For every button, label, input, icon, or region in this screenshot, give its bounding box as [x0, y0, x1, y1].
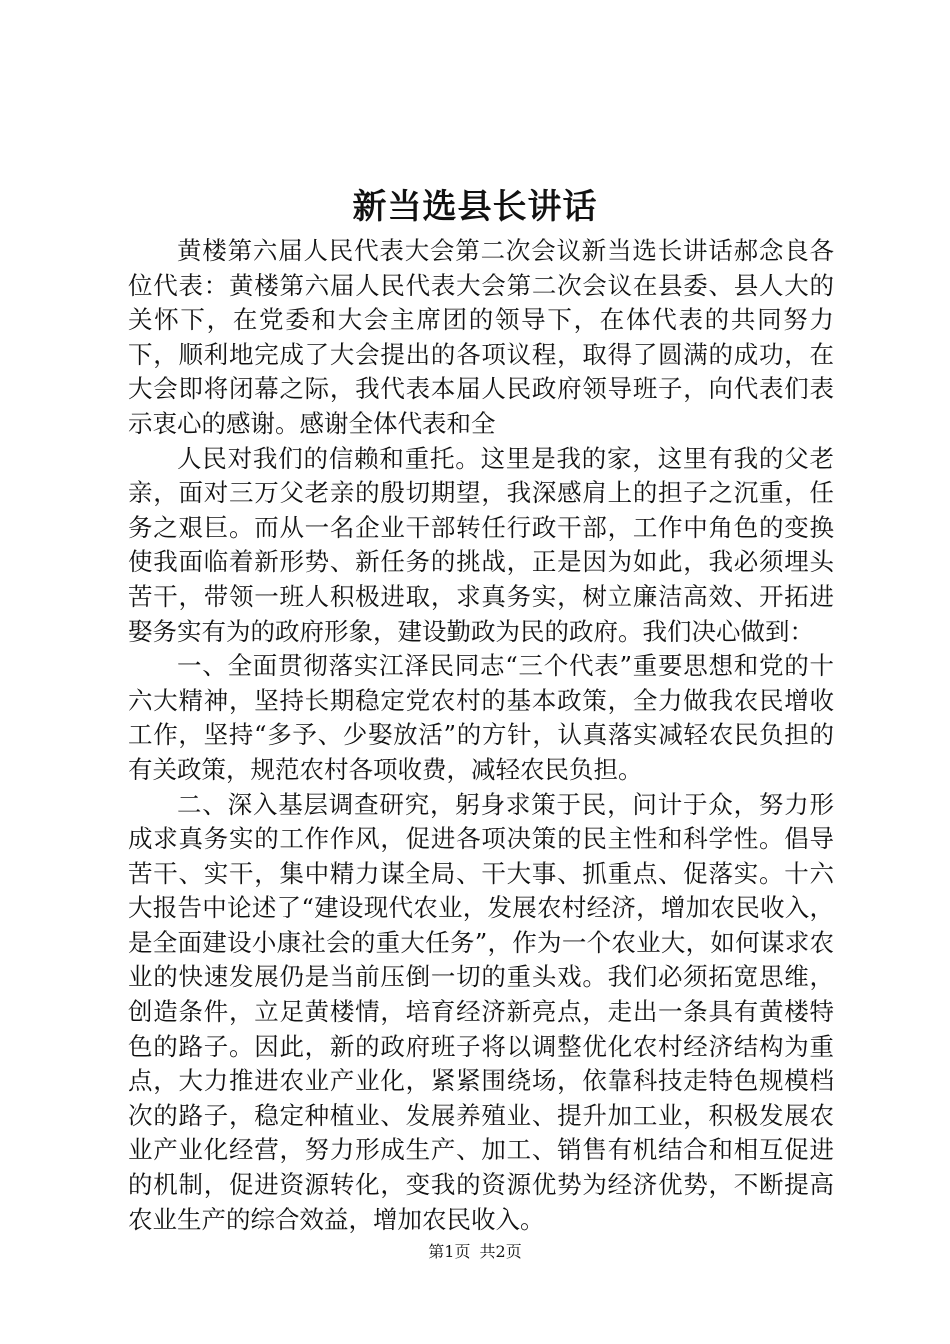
paragraph: 人民对我们的信赖和重托。这里是我的家，这里有我的父老亲，面对三万父老亲的殷切期望，我深感肩上的担子之沉重，任务之艰巨。而从一名企业干部转任行政干部，工作中角色的变换使我面临着新形势、新任务的挑战，正是因为如此，我必须埋头苦干，带领一班人积极进取，求真务实，树立廉洁高效、开拓进娶务实有为的政府形象，建设勤政为民的政府。我们决心做到： [128, 443, 834, 646]
paragraph: 二、深入基层调查研究，躬身求策于民，问计于众，努力形成求真务实的工作作风，促进各项决策的民主性和科学性。倡导苦干、实干，集中精力谋全局、干大事、抓重点、促落实。十六大报告中论述了“建设现代农业，发展农村经济，增加农民收入，是全面建设小康社会的重大任务”，作为一个农业大，如何谋求农业的快速发展仍是当前压倒一切的重头戏。我们必须拓宽思维，创造条件，立足黄楼情，培育经济新亮点，走出一条具有黄楼特色的路子。因此，新的政府班子将以调整优化农村经济结构为重点，大力推进农业产业化，紧紧围绕场，依靠科技走特色规模档次的路子，稳定种植业、发展养殖业、提升加工业，积极发展农业产业化经营，努力形成生产、加工、销售有机结合和相互促进的机制，促进资源转化，变我的资源优势为经济优势，不断提高农业生产的综合效益，增加农民收入。 [128, 789, 834, 1234]
page-footer [0, 1241, 950, 1263]
page-total: 共2页 [479, 1242, 522, 1261]
document-body [128, 234, 834, 1237]
paragraph: 黄楼第六届人民代表大会第二次会议新当选长讲话郝念良各位代表：黄楼第六届人民代表大会第二次会议在县委、县人大的关怀下，在党委和大会主席团的领导下，在体代表的共同努力下，顺利地完成了大会提出的各项议程，取得了圆满的成功，在大会即将闭幕之际，我代表本届人民政府领导班子，向代表们表示衷心的感谢。感谢全体代表和全 [128, 236, 834, 438]
page-number: 第1页 [428, 1242, 471, 1261]
paragraph: 一、全面贯彻落实江泽民同志“三个代表”重要思想和党的十六大精神，坚持长期稳定党农村的基本政策，全力做我农民增收工作，坚持“多予、少娶放活”的方针，认真落实减轻农民负担的有关政策，规范农村各项收费，减轻农民负担。 [128, 651, 834, 784]
document-title: 新当选县长讲话 [352, 187, 598, 227]
